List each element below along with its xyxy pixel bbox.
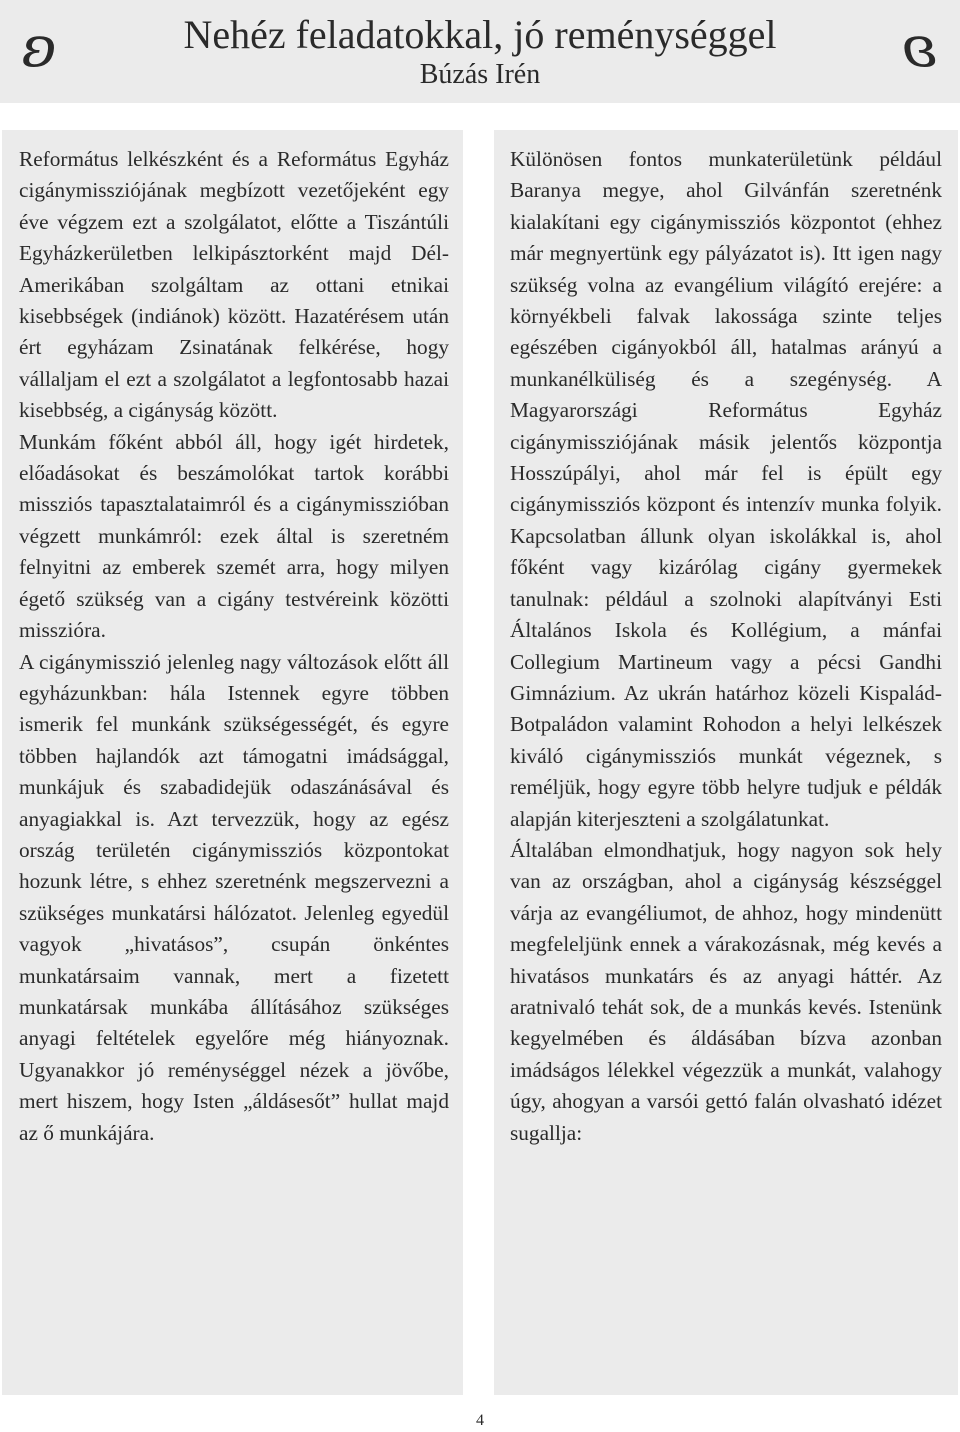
right-paragraph-1: Különösen fontos munkaterületünk például Baranya megye, ahol Gilvánfán szeretnénk kialakítani egy cigánymissziós központot (ehhez már megnyertünk egy pályázatot is). Itt igen nagy szükség volna az evangélium világító erejére: a környékbeli falvak lakossága szinte teljes egészében cigányokból áll, hatalmas arányú a munkanélküliség és a szegénység. A Magyarországi Református Egyház cigánymissziójának másik jelentős központja Hosszúpályi, ahol már fel is épült egy cigánymissziós központ és intenzív munka folyik. Kapcsolatban állunk olyan iskolákkal is, ahol főként vagy kizárólag cigány gyermekek tanulnak: például a szolnoki alapítványi Esti Általános Iskola és Kollégium, a mánfai Collegium Martineum vagy a pécsi Gandhi Gimnázium. Az ukrán határhoz közeli Kispalád-Botpaládon valamint Rohodon a helyi lelkészek kiváló cigánymissziós munkát végeznek, s reméljük, hogy egyre több helyre tudjuk e példák alapján kiterjeszteni a szolgálatunkat.	[510, 147, 942, 831]
article-header	[0, 0, 960, 103]
left-paragraph-2: Munkám főként abból áll, hogy igét hirdetek, előadásokat és beszámolókat tartok korábbi missziós tapasztalataimról és a cigánymisszióban végzett munkámról: ezek által is szeretném felnyitni az emberek szemét arra, hogy milyen égető szükség van a cigány testvéreink közötti misszióra.	[19, 429, 449, 643]
left-paragraph-1: Református lelkészként és a Református Egyház cigánymissziójának megbízott vezetőjeként egy éve végzem ezt a szolgálatot, előtte a Tiszántúli Egyházkerületben lelkipásztorként majd Dél-Amerikában szolgáltam az ottani etnikai kisebbségek (indiánok) között. Hazatérésem után ért egyházam Zsinatának felkérése, hogy vállaljam el ezt a szolgálatot a legfontosabb hazai kisebbség, a cigányság között.	[19, 147, 449, 423]
right-column	[494, 130, 958, 1395]
article-title: Nehéz feladatokkal, jó reménységgel	[183, 12, 777, 57]
page-number: 4	[476, 1412, 484, 1429]
left-column	[2, 130, 463, 1395]
left-paragraph-3: A cigánymisszió jelenleg nagy változások előtt áll egyházunkban: hála Istennek egyre többen ismerik fel munkánk szükségességét, és egyre többen hajlandók azt támogatni imádsággal, munkájuk és szabadidejük odaszánásával és anyagiakkal is. Azt tervezzük, hogy az egész ország területén cigánymissziós központokat hozunk létre, s ehhez szeretnénk megszervezni a szükséges munkatársi hálózatot. Jelenleg egyedül vagyok „hivatásos”, csupán önkéntes munkatársaim vannak, mert a fizetett munkatársak munkába állításához szükséges anyagi feltételek egyelőre még hiányoznak. Ugyanakkor jó reménységgel nézek a jövőbe, mert hiszem, hogy Isten „áldásesőt” hullat majd az ő munkájára.	[19, 649, 449, 1145]
right-paragraph-2: Általában elmondhatjuk, hogy nagyon sok hely van az országban, ahol a cigányság készséggel várja az evangéliumot, de ahhoz, hogy mindenütt megfeleljünk ennek a várakozásnak, még kevés a hivatásos munkatárs és az anyagi háttér. Az aratnivaló tehát sok, de a munkás kevés. Istenünk kegyelmében és áldásában bízva azonban imádságos lélekkel végezzük a munkát, valahogy úgy, ahogyan a varsói gettó falán olvasható idézet sugallja:	[510, 837, 942, 1145]
ornament-right-icon: ʚ	[901, 15, 936, 80]
ornament-left-icon: ʚ	[22, 15, 57, 80]
article-author: Búzás Irén	[419, 59, 541, 90]
